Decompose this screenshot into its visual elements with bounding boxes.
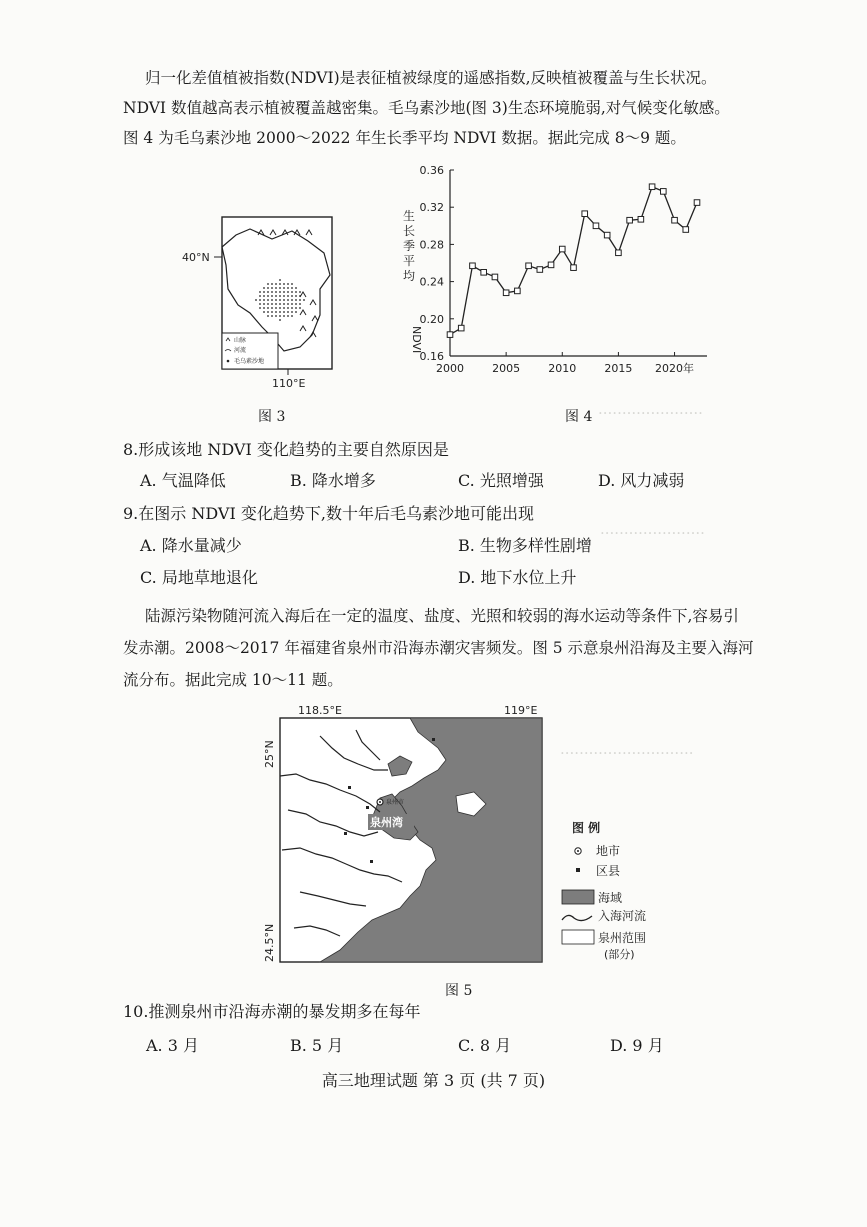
sand-dot — [295, 299, 297, 301]
sand-dot — [267, 315, 269, 317]
y-tick-label: 0.36 — [419, 164, 444, 177]
sand-dot — [283, 283, 285, 285]
bleed-through-text: ...................... — [598, 400, 703, 418]
sand-dot — [287, 283, 289, 285]
sand-dot — [283, 307, 285, 309]
x-tick-label: 2020年 — [655, 362, 695, 375]
lat-24-5n-label: 24.5°N — [263, 923, 276, 962]
q10-option-d: D. 9 月 — [610, 1036, 664, 1055]
ndvi-data-point — [616, 250, 622, 256]
sand-dot — [287, 303, 289, 305]
sand-dot — [263, 299, 265, 301]
sand-dot — [295, 311, 297, 313]
q8-option-c: C. 光照增强 — [458, 471, 544, 490]
sand-dot — [287, 295, 289, 297]
ndvi-data-point — [503, 290, 509, 296]
y-axis-label-char: 生 — [403, 209, 416, 223]
sand-dot — [299, 295, 301, 297]
x-tick-label: 2005 — [492, 362, 521, 375]
x-tick-label: 2010 — [548, 362, 577, 375]
ndvi-data-point — [638, 216, 644, 222]
sand-dot — [267, 287, 269, 289]
legend-mountain: 山脉 — [234, 337, 247, 344]
sand-dot — [283, 299, 285, 301]
bleed-through-text: ............................ — [560, 740, 694, 758]
sand-dot — [267, 311, 269, 313]
sand-dot — [299, 307, 301, 309]
sand-dot — [291, 311, 293, 313]
ndvi-data-point — [593, 223, 599, 229]
page-footer: 高三地理试题 第 3 页 (共 7 页) — [321, 1071, 546, 1090]
passage1-line3: 图 4 为毛乌素沙地 2000～2022 年生长季平均 NDVI 数据。据此完成 8～9 题。 — [123, 129, 686, 147]
ndvi-data-point — [458, 325, 464, 331]
legend-range: 泉州范围 — [598, 931, 647, 945]
sand-dot — [291, 295, 293, 297]
sand-dot — [263, 287, 265, 289]
sand-dot — [267, 303, 269, 305]
sand-dot — [259, 291, 261, 293]
ndvi-data-point — [447, 332, 453, 338]
sand-dot — [291, 287, 293, 289]
sand-dot — [279, 283, 281, 285]
sand-dot — [275, 303, 277, 305]
sand-dot — [271, 303, 273, 305]
question9-stem: 9.在图示 NDVI 变化趋势下,数十年后毛乌素沙地可能出现 — [123, 504, 534, 523]
sand-dot — [255, 299, 257, 301]
legend-range-sub: (部分) — [604, 948, 635, 961]
sand-dot — [279, 295, 281, 297]
sand-dot — [271, 291, 273, 293]
sand-dot — [279, 319, 281, 321]
q9-option-d: D. 地下水位上升 — [458, 568, 577, 587]
ndvi-data-point — [672, 217, 678, 223]
lon-110e-label: 110°E — [272, 377, 306, 390]
passage1-line2: NDVI 数值越高表示植被覆盖越密集。毛乌素沙地(图 3)生态环境脆弱,对气候变化敏感。 — [123, 99, 730, 117]
sand-dot — [283, 311, 285, 313]
figure3-map — [180, 205, 340, 395]
sand-dot — [259, 295, 261, 297]
sand-dot — [267, 307, 269, 309]
legend-river: 入海河流 — [598, 909, 647, 923]
legend-county: 区县 — [596, 864, 621, 878]
ndvi-data-point — [470, 263, 476, 269]
q8-option-b: B. 降水增多 — [290, 471, 376, 490]
legend-river: 河流 — [234, 347, 247, 354]
sand-dot — [295, 303, 297, 305]
question8-stem: 8.形成该地 NDVI 变化趋势的主要自然原因是 — [123, 440, 449, 459]
sand-dot — [283, 291, 285, 293]
sand-dot — [287, 311, 289, 313]
ndvi-data-point — [537, 267, 543, 273]
sand-dot — [283, 287, 285, 289]
figure4-caption: 图 4 — [565, 409, 593, 425]
sand-dot — [275, 295, 277, 297]
question10-stem: 10.推测泉州市沿海赤潮的暴发期多在每年 — [123, 1002, 421, 1021]
sand-dot — [275, 311, 277, 313]
figure5-map — [260, 700, 680, 990]
county-marker — [348, 786, 351, 789]
sand-dot — [299, 303, 301, 305]
map-legend — [562, 820, 646, 961]
sand-dot — [271, 315, 273, 317]
legend-city: 地市 — [596, 844, 621, 858]
y-axis-label-char: 平 — [403, 254, 416, 268]
sand-dot — [283, 295, 285, 297]
figure5-caption: 图 5 — [445, 983, 473, 999]
x-tick-label: 2015 — [604, 362, 633, 375]
ndvi-data-point — [627, 217, 633, 223]
y-axis-label-char: 均 — [403, 269, 416, 283]
sand-dot — [271, 287, 273, 289]
sand-dot — [295, 307, 297, 309]
ndvi-data-point — [548, 262, 554, 268]
passage2-line3: 流分布。据此完成 10～11 题。 — [123, 671, 343, 689]
sand-dot — [295, 295, 297, 297]
sand-dot — [275, 287, 277, 289]
sand-dot — [283, 303, 285, 305]
bleed-through-text: ...................... — [600, 520, 705, 538]
sand-dot — [279, 303, 281, 305]
sand-dot — [291, 315, 293, 317]
sand-dot — [271, 311, 273, 313]
sand-dot — [283, 315, 285, 317]
passage2-line1: 陆源污染物随河流入海后在一定的温度、盐度、光照和较弱的海水运动等条件下,容易引 — [145, 607, 739, 625]
lat-25n-label: 25°N — [263, 740, 276, 768]
sand-dot — [263, 307, 265, 309]
lon-119e-label: 119°E — [504, 704, 538, 717]
q10-option-b: B. 5 月 — [290, 1036, 344, 1055]
passage2-line2: 发赤潮。2008～2017 年福建省泉州市沿海赤潮灾害频发。图 5 示意泉州沿海及主要入海河 — [123, 639, 754, 657]
ndvi-data-point — [571, 265, 577, 271]
sand-dot — [279, 287, 281, 289]
passage1-line1: 归一化差值植被指数(NDVI)是表征植被绿度的遥感指数,反映植被覆盖与生长状况。 — [145, 69, 717, 87]
q10-option-c: C. 8 月 — [458, 1036, 512, 1055]
ndvi-data-point — [649, 184, 655, 190]
sand-dot — [271, 299, 273, 301]
ndvi-data-point — [683, 227, 689, 233]
y-tick-label: 0.28 — [419, 238, 444, 252]
sand-dot — [275, 299, 277, 301]
sand-dot — [271, 283, 273, 285]
sand-dot — [291, 291, 293, 293]
y-axis-label-char: 季 — [403, 239, 416, 253]
ndvi-data-point — [481, 270, 487, 276]
sand-dot — [279, 315, 281, 317]
ndvi-data-point — [492, 274, 498, 280]
ndvi-data-point — [604, 232, 610, 238]
sand-dot — [275, 283, 277, 285]
figure3-caption: 图 3 — [258, 409, 286, 425]
y-axis-label-ndvi: NDVI — [410, 326, 423, 354]
ndvi-data-point — [661, 189, 667, 195]
sand-dot — [267, 299, 269, 301]
figure4-chart — [395, 158, 725, 388]
sand-dot — [271, 295, 273, 297]
sand-dot — [279, 311, 281, 313]
sand-dot — [287, 307, 289, 309]
q10-option-a: A. 3 月 — [146, 1036, 199, 1055]
sand-dot — [299, 299, 301, 301]
county-marker — [366, 806, 369, 809]
legend-sea: 海域 — [598, 891, 623, 905]
sand-dot — [267, 283, 269, 285]
city-label: 泉州市 — [386, 799, 405, 806]
ndvi-series-line — [450, 187, 697, 335]
ndvi-data-point — [559, 246, 565, 252]
sand-dot — [287, 287, 289, 289]
sand-dot — [291, 299, 293, 301]
legend-sandy-land: 毛乌素沙地 — [234, 358, 265, 365]
sand-dot — [279, 307, 281, 309]
sand-dot — [287, 315, 289, 317]
county-marker — [370, 860, 373, 863]
sand-dot — [263, 291, 265, 293]
sand-dot — [267, 291, 269, 293]
sand-dot — [263, 295, 265, 297]
sand-dot — [291, 307, 293, 309]
y-tick-label: 0.16 — [419, 350, 444, 363]
q8-option-d: D. 风力减弱 — [598, 471, 685, 490]
y-tick-label: 0.32 — [419, 201, 444, 215]
y-axis-label-char: 长 — [403, 224, 416, 238]
sand-dot — [275, 307, 277, 309]
q8-option-a: A. 气温降低 — [140, 471, 226, 490]
ndvi-data-point — [694, 200, 700, 206]
bay-label: 泉州湾 — [370, 816, 403, 829]
x-tick-label: 2000 — [436, 362, 464, 375]
sand-dot — [259, 303, 261, 305]
legend-title: 图 例 — [572, 821, 601, 835]
sand-dot — [279, 279, 281, 281]
y-tick-label: 0.20 — [419, 312, 444, 326]
sand-dot — [259, 307, 261, 309]
county-marker — [432, 738, 435, 741]
sand-dot — [275, 315, 277, 317]
sand-dot — [271, 307, 273, 309]
lon-118-5e-label: 118.5°E — [298, 704, 342, 717]
sand-dot — [299, 291, 301, 293]
sand-dot — [295, 291, 297, 293]
sand-dot — [279, 291, 281, 293]
sand-dot — [303, 299, 305, 301]
sand-dot — [287, 299, 289, 301]
y-tick-label: 0.24 — [419, 275, 444, 289]
sand-dot — [295, 287, 297, 289]
sand-dot — [279, 299, 281, 301]
lat-40n-label: 40°N — [182, 251, 210, 264]
sand-dot — [291, 283, 293, 285]
sand-dot — [259, 299, 261, 301]
ndvi-data-point — [526, 263, 532, 269]
sand-dot — [263, 303, 265, 305]
sand-dot — [263, 311, 265, 313]
sand-dot — [291, 303, 293, 305]
q9-option-c: C. 局地草地退化 — [140, 568, 258, 587]
sand-dot — [267, 295, 269, 297]
ndvi-data-point — [515, 288, 521, 294]
sand-dot — [287, 291, 289, 293]
ndvi-data-point — [582, 211, 588, 217]
q9-option-a: A. 降水量减少 — [140, 536, 242, 555]
q9-option-b: B. 生物多样性剧增 — [458, 536, 592, 555]
sand-dot — [275, 291, 277, 293]
county-marker — [344, 832, 347, 835]
